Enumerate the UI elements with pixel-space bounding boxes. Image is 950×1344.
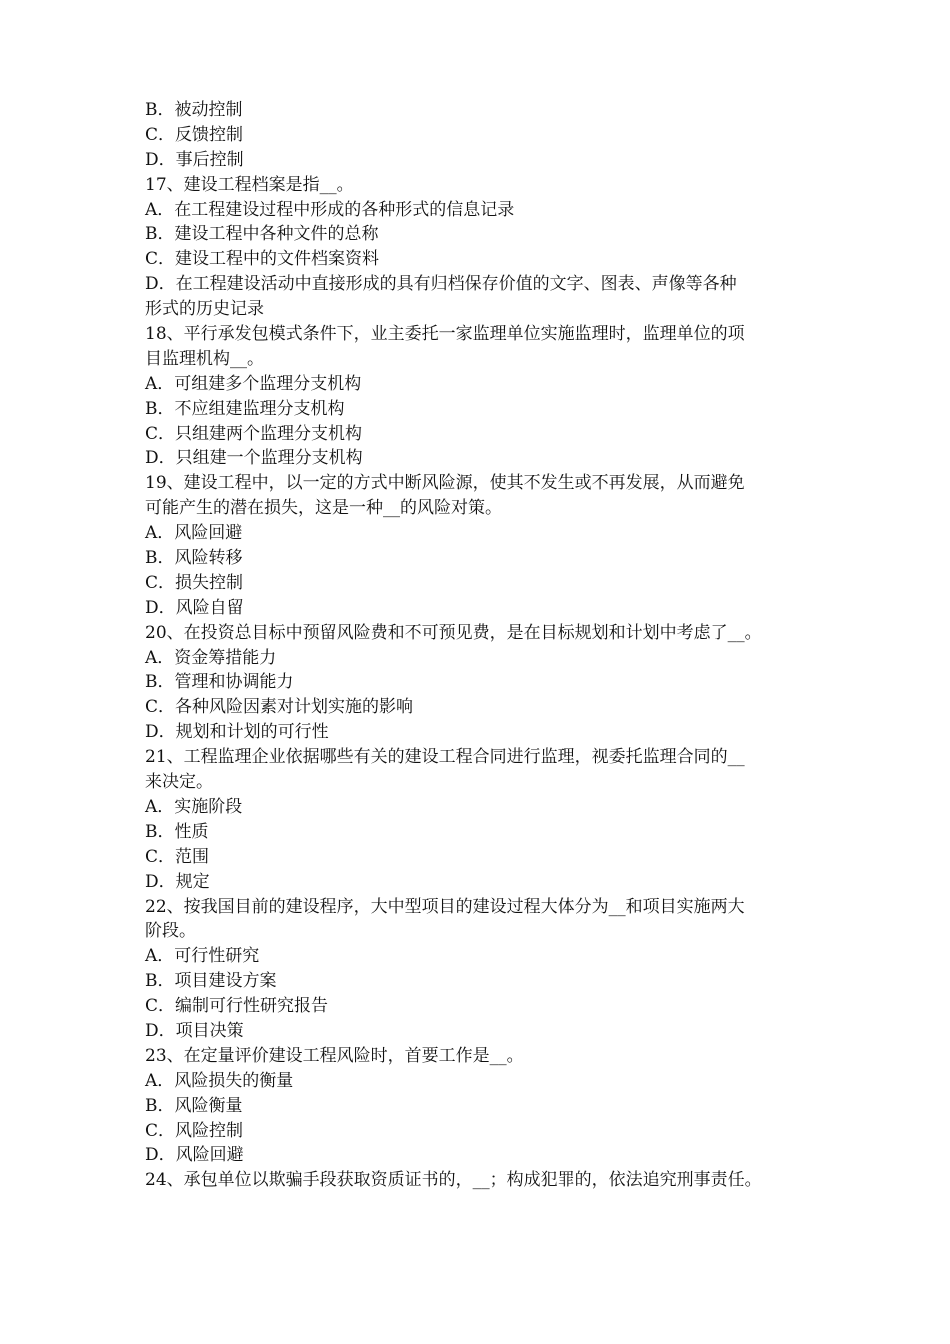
option-line: A．风险损失的衡量: [145, 1070, 294, 1091]
option-line: A．实施阶段: [145, 796, 243, 817]
option-line: C．编制可行性研究报告: [145, 996, 329, 1017]
option-line: D．规划和计划的可行性: [145, 722, 329, 743]
question-line: 21、工程监理企业依据哪些有关的建设工程合同进行监理，视委托监理合同的__: [145, 747, 745, 768]
question-line-continued: 来决定。: [145, 772, 213, 793]
option-line: C．建设工程中的文件档案资料: [145, 249, 380, 270]
option-line: B．项目建设方案: [145, 971, 277, 992]
question-line-continued: 目监理机构__。: [145, 348, 264, 369]
question-line: 18、平行承发包模式条件下，业主委托一家监理单位实施监理时，监理单位的项: [145, 324, 745, 345]
question-line: 19、建设工程中，以一定的方式中断风险源，使其不发生或不再发展，从而避免: [145, 473, 745, 494]
option-line: C．各种风险因素对计划实施的影响: [145, 697, 414, 718]
option-line: C．风险控制: [145, 1120, 244, 1141]
option-line: D．在工程建设活动中直接形成的具有归档保存价值的文字、图表、声像等各种: [145, 274, 737, 295]
option-line: D．事后控制: [145, 149, 244, 170]
option-line: D．规定: [145, 871, 210, 892]
option-line: B．管理和协调能力: [145, 672, 294, 693]
option-line: A．风险回避: [145, 523, 243, 544]
option-line: D．风险回避: [145, 1145, 244, 1166]
option-line: A．可组建多个监理分支机构: [145, 373, 362, 394]
option-line-continued: 形式的历史记录: [145, 299, 264, 320]
option-line: B．性质: [145, 821, 209, 842]
option-line: C．损失控制: [145, 572, 244, 593]
option-line: A．资金筹措能力: [145, 647, 277, 668]
option-line: B．不应组建监理分支机构: [145, 398, 345, 419]
option-line: B．被动控制: [145, 100, 243, 120]
option-line: C．反馈控制: [145, 124, 244, 145]
question-line: 20、在投资总目标中预留风险费和不可预见费，是在目标规划和计划中考虑了__。: [145, 622, 762, 643]
option-line: C．范围: [145, 846, 210, 867]
question-line: 23、在定量评价建设工程风险时，首要工作是__。: [145, 1045, 524, 1066]
option-line: B．风险衡量: [145, 1095, 243, 1116]
option-line: A．在工程建设过程中形成的各种形式的信息记录: [145, 199, 515, 220]
question-line: 17、建设工程档案是指__。: [145, 174, 354, 195]
option-line: D．项目决策: [145, 1020, 244, 1041]
question-line-continued: 阶段。: [145, 921, 196, 942]
option-line: A．可行性研究: [145, 946, 260, 967]
option-line: D．只组建一个监理分支机构: [145, 448, 363, 469]
option-line: B．风险转移: [145, 548, 243, 569]
document-body: [145, 98, 825, 1193]
option-line: D．风险自留: [145, 597, 244, 618]
option-line: C．只组建两个监理分支机构: [145, 423, 363, 444]
question-line: 22、按我国目前的建设程序，大中型项目的建设过程大体分为__和项目实施两大: [145, 896, 745, 917]
question-line-continued: 可能产生的潜在损失，这是一种__的风险对策。: [145, 498, 502, 519]
option-line: B．建设工程中各种文件的总称: [145, 224, 379, 245]
question-line: 24、承包单位以欺骗手段获取资质证书的，__；构成犯罪的，依法追究刑事责任。: [145, 1170, 762, 1191]
